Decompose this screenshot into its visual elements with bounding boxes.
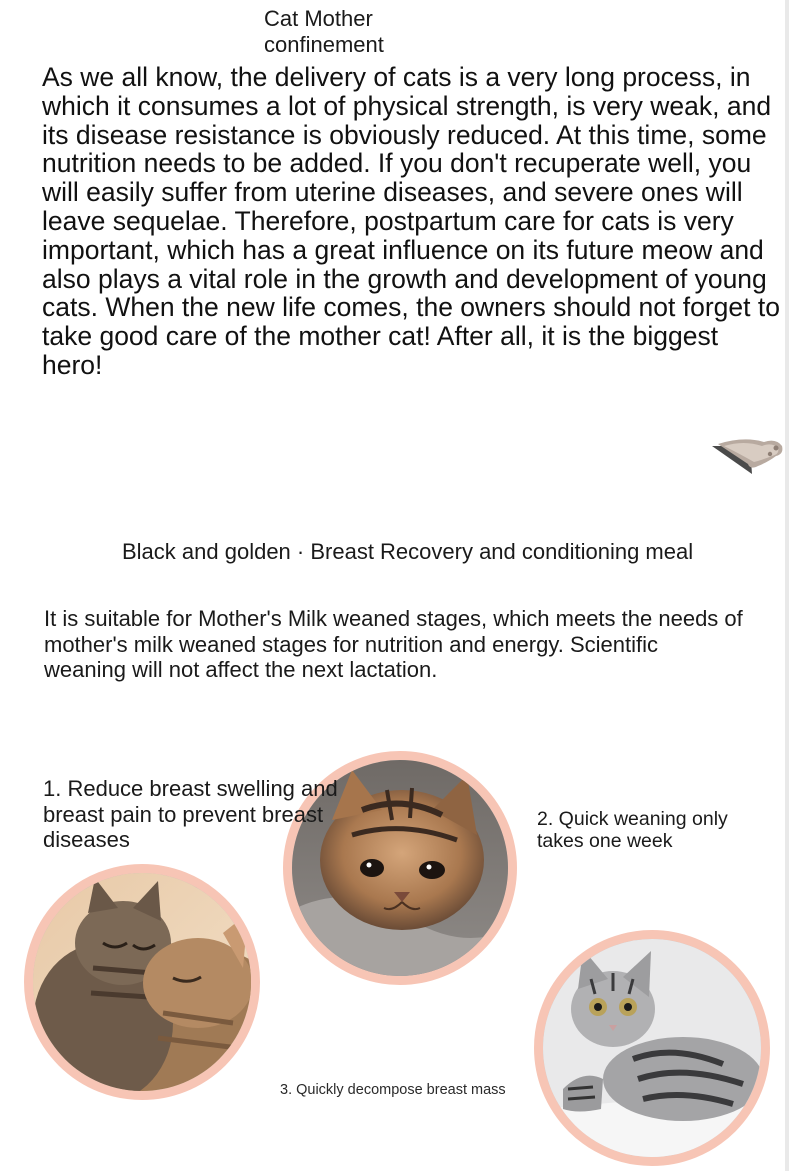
intro-paragraph: As we all know, the delivery of cats is a very long process, in which it consumes a lot of physical strength, is very weak, and its disease resistance is obviously reduced. At this time, some nutrition needs to be added. If you don't recuperate well, you will easily suffer from uterine diseases, and severe ones will leave sequelae. Therefore, postpartum care for cats is very important, which has a great influence on its future meow and also plays a vital role in the growth and development of young cats. When the new life comes, the owners should not forget to take good care of the mother cat! After all, it is the biggest hero! (42, 62, 780, 380)
cat-paw-icon (710, 434, 784, 476)
feature-2-text: 2. Quick weaning only takes one week (537, 808, 728, 852)
product-description: It is suitable for Mother's Milk weaned stages, which meets the needs of mother's milk weaned stages for nutrition and energy. Scientific weaning will not affect the next lactation. (44, 606, 743, 682)
product-subtitle: Black and golden · Breast Recovery and conditioning meal (122, 539, 694, 564)
page-title: Cat Mother confinement (264, 6, 384, 57)
feature-1-text: 1. Reduce breast swelling and breast pain to prevent breast diseases (43, 776, 338, 852)
cats-cuddling-photo (24, 864, 260, 1100)
silver-tabby-cat-photo (534, 930, 770, 1166)
page-edge (785, 0, 789, 1171)
feature-3-text: 3. Quickly decompose breast mass (280, 1082, 506, 1098)
